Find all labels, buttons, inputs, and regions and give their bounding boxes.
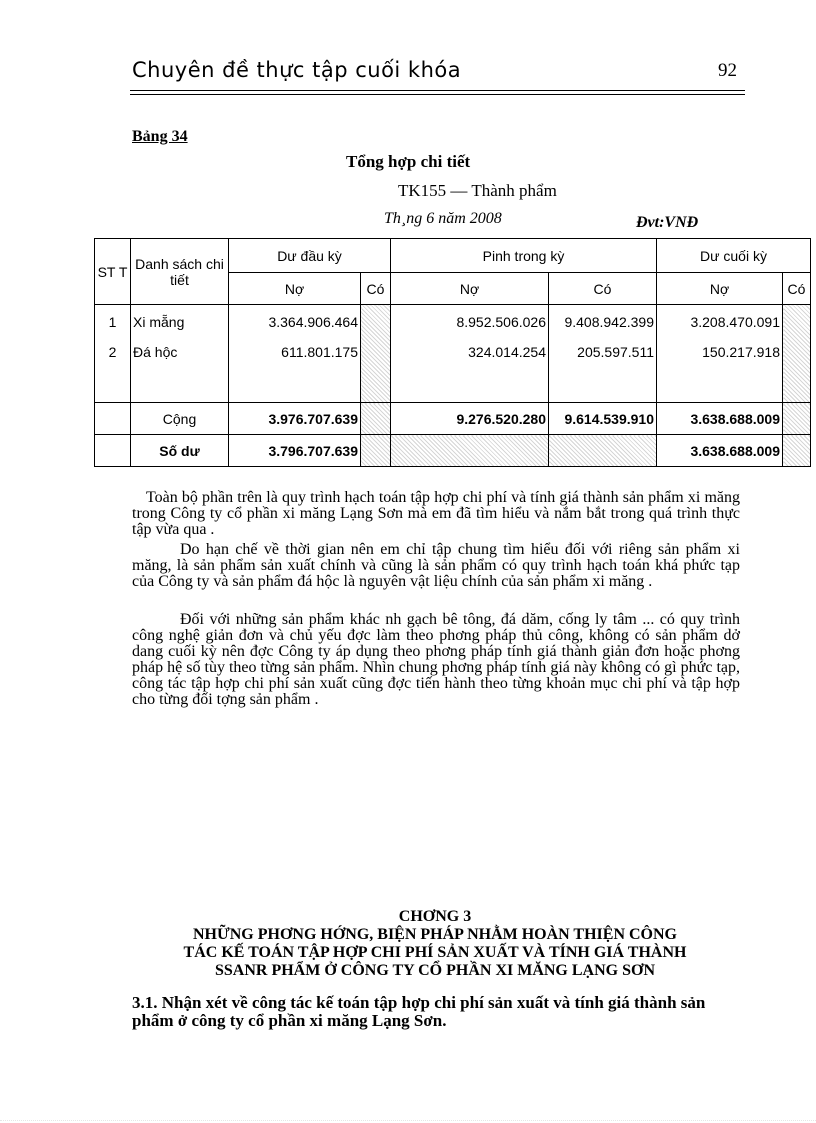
header-opening-balance: Dư đầu kỳ [229, 239, 391, 273]
table-title: Tổng hợp chi tiết [346, 152, 471, 171]
item-name-cell: Xi mẵng Đá hộc [131, 305, 229, 403]
header-stt: ST T [95, 239, 131, 305]
header-open-debit: Nợ [229, 273, 361, 305]
open-debit-cell: 3.364.906.464 611.801.175 [229, 305, 361, 403]
header-close-credit: Có [783, 273, 811, 305]
table-label: Bảng 34 [132, 128, 188, 145]
chapter-title-line1: NHỮNG PHƠNG HỚNG, BIỆN PHÁP NHẰM HOÀN THIỆN CÔNG [192, 926, 677, 943]
total-flow-credit: 9.614.539.910 [549, 403, 657, 435]
header-open-credit: Có [361, 273, 391, 305]
balance-close-debit: 3.638.688.009 [657, 435, 783, 467]
total-close-debit: 3.638.688.009 [657, 403, 783, 435]
header-rule-top [130, 90, 745, 91]
table-unit: Đvt:VNĐ [636, 214, 699, 231]
document-title: Chuyên đề thực tập cuối khóa [132, 58, 462, 82]
chapter-number: CHƠNG 3 [398, 908, 472, 925]
flow-debit-cell: 8.952.506.026 324.014.254 [391, 305, 549, 403]
paragraph-other-products: Đối với những sản phẩm khác nh gạch bê tông, đá dăm, cống ly tâm ... có quy trình công nghệ giản đơn và chủ yếu đợc làm theo phơng pháp thủ công, không có sản phẩm dở dang cuối kỳ nên đợc Công ty áp dụng theo phơng pháp tính giá thành giản đơn hoặc phơng pháp hệ số tùy theo từng sản phẩm. Nhìn chung phơng pháp tính giá này không có gì phức tạp, công tác tập hợp chi phí sản xuất cũng đợc tiến hành theo từng khoản mục chi phí và tập hợp cho từng đối tợng sản phẩm . [132, 611, 740, 708]
header-flow-credit: Có [549, 273, 657, 305]
chapter-title-line3: SSANR PHẨM Ở CÔNG TY CỔ PHẦN XI MĂNG LẠNG SƠN [214, 962, 655, 979]
header-closing-balance: Dư cuối kỳ [657, 239, 811, 273]
flow-credit-cell: 9.408.942.399 205.597.511 [549, 305, 657, 403]
paragraph-scope: Do hạn chế về thời gian nên em chỉ tập chung tìm hiểu đối với riêng sản phẩm xi măng, là sản phẩm sản xuất chính và cũng là sản phẩm có quy trình hạch toán khá phức tạp của Công ty và sản phẩm đá hộc là nguyên vật liệu chính của sản phẩm xi măng . [132, 541, 740, 590]
header-rule-bottom [130, 94, 745, 95]
open-credit-cell [361, 305, 391, 403]
paragraph-summary: Toàn bộ phần trên là quy trình hạch toán tập hợp chi phí và tính giá thành sản phẩm xi măng trong Công ty cổ phần xi măng Lạng Sơn mà em đã tìm hiểu và nắm bắt trong quá trình thực tập vừa qua . [132, 489, 740, 538]
close-debit-cell: 3.208.470.091 150.217.918 [657, 305, 783, 403]
table-row [95, 305, 811, 403]
total-row [95, 403, 811, 435]
ledger-table [94, 238, 811, 467]
table-header-row [95, 239, 811, 273]
balance-row [95, 435, 811, 467]
total-flow-debit: 9.276.520.280 [391, 403, 549, 435]
section-heading: 3.1. Nhận xét về công tác kế toán tập hợp chi phí sản xuất và tính giá thành sản phẩm ở công ty cổ phần xi măng Lạng Sơn. [132, 993, 706, 1030]
header-close-debit: Nợ [657, 273, 783, 305]
table-period: Th¸ng 6 năm 2008 [384, 210, 502, 227]
page-number: 92 [718, 60, 737, 81]
balance-open-debit: 3.796.707.639 [229, 435, 361, 467]
header-list: Danh sách chi tiết [131, 239, 229, 305]
chapter-title-line2: TÁC KẾ TOÁN TẬP HỢP CHI PHÍ SẢN XUẤT VÀ TÍNH GIÁ THÀNH [183, 944, 687, 961]
footer-divider [0, 1120, 816, 1121]
total-open-debit: 3.976.707.639 [229, 403, 361, 435]
table-subtitle: TK155 — Thành phẩm [398, 181, 557, 200]
balance-label: Số dư [131, 435, 229, 467]
header-period-flow: Pinh trong kỳ [391, 239, 657, 273]
close-credit-cell [783, 305, 811, 403]
header-flow-debit: Nợ [391, 273, 549, 305]
stt-cell: 1 2 [95, 305, 131, 403]
total-label: Cộng [131, 403, 229, 435]
